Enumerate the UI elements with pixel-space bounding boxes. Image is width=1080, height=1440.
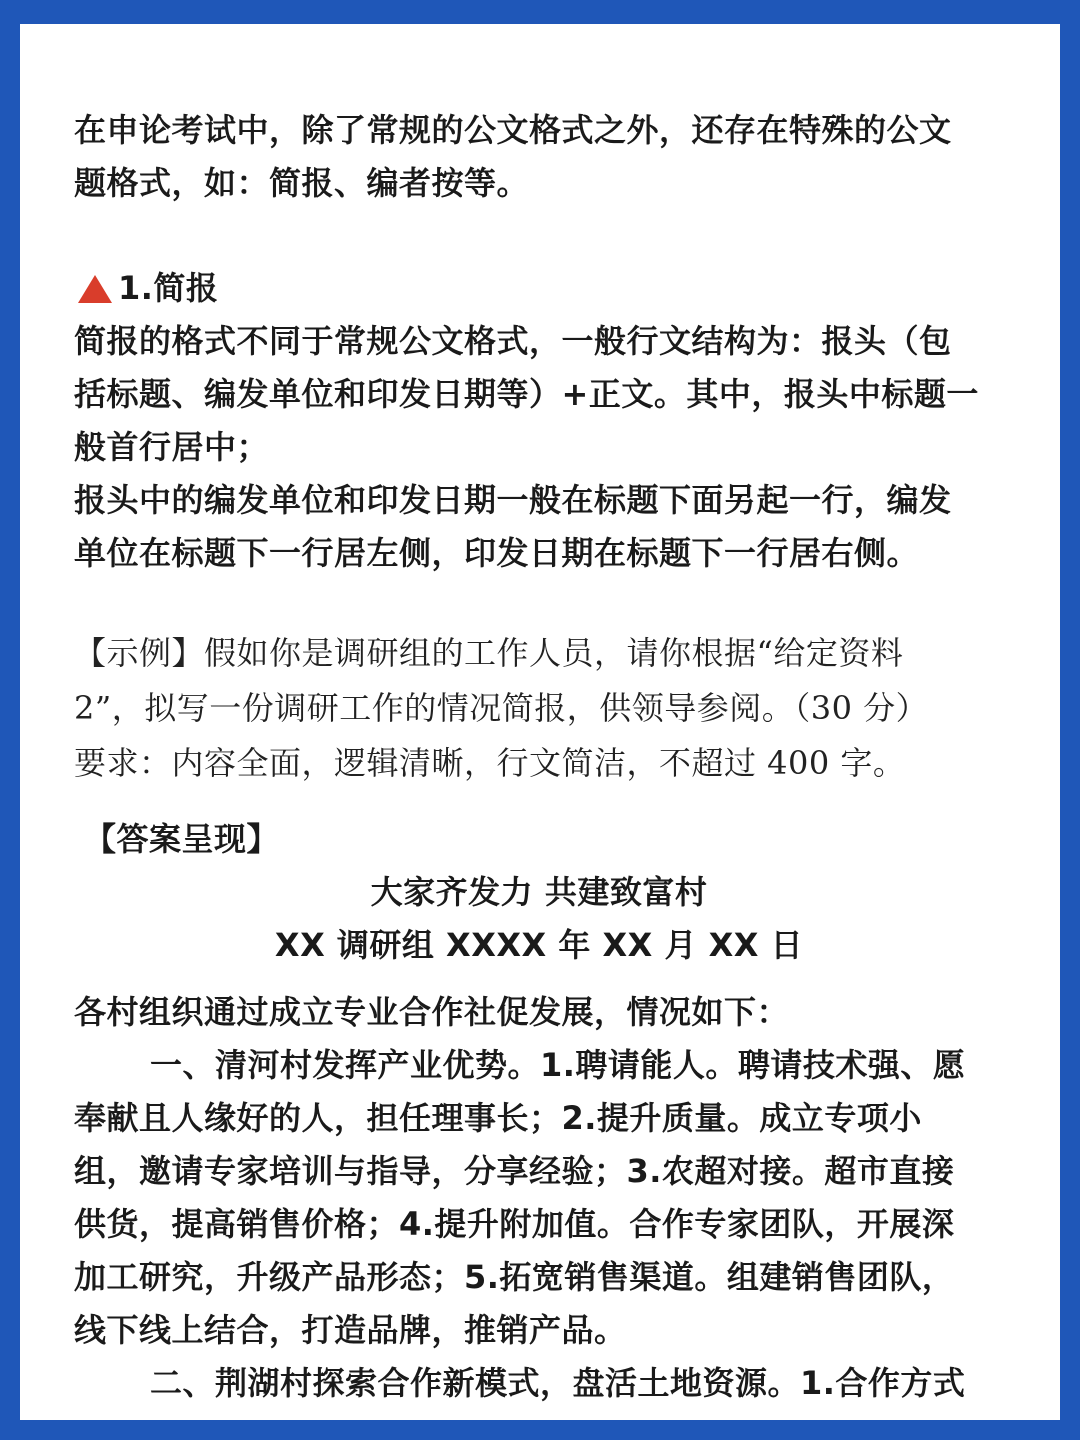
briefing-para1-line3: 般首行居中； (74, 428, 270, 466)
intro-line-2: 题格式，如：简报、编者按等。 (74, 164, 530, 202)
point1-line1: 一、清河村发挥产业优势。1.聘请能人。聘请技术强、愿 (150, 1046, 966, 1084)
warning-triangle-icon (78, 275, 112, 303)
document-content (74, 104, 1004, 1410)
example-line-2: 2”，拟写一份调研工作的情况简报，供领导参阅。（30 分） (74, 689, 929, 727)
point1-line5: 加工研究，升级产品形态；5.拓宽销售渠道。组建销售团队， (74, 1258, 955, 1296)
briefing-subtitle: XX 调研组 XXXX 年 XX 月 XX 日 (274, 926, 804, 964)
intro-line-1: 在申论考试中，除了常规的公文格式之外，还存在特殊的公文 (74, 111, 952, 149)
document-card (20, 24, 1060, 1420)
briefing-para1-line1: 简报的格式不同于常规公文格式，一般行文结构为：报头（包 (74, 322, 952, 360)
answer-lead: 各村组织通过成立专业合作社促发展，情况如下： (74, 993, 790, 1031)
point2-line1: 二、荆湖村探索合作新模式，盘活土地资源。1.合作方式 (150, 1364, 966, 1402)
point1-line2: 奉献且人缘好的人，担任理事长；2.提升质量。成立专项小 (74, 1099, 922, 1137)
example-line-1: 【示例】假如你是调研组的工作人员，请你根据“给定资料 (74, 634, 904, 672)
point1-line4: 供货，提高销售价格；4.提升附加值。合作专家团队，开展深 (74, 1205, 955, 1243)
point1-line6: 线下线上结合，打造品牌，推销产品。 (74, 1311, 627, 1349)
section-heading-briefing (74, 262, 1004, 315)
point1-line3: 组，邀请专家培训与指导，分享经验；3.农超对接。超市直接 (74, 1152, 955, 1190)
briefing-para2-line2: 单位在标题下一行居左侧，印发日期在标题下一行居右侧。 (74, 534, 920, 572)
section-heading-text: 1.简报 (118, 269, 219, 307)
answer-label: 【答案呈现】 (84, 820, 280, 858)
example-line-3: 要求：内容全面，逻辑清晰，行文简洁，不超过 400 字。 (74, 744, 906, 782)
briefing-title: 大家齐发力 共建致富村 (370, 873, 708, 911)
briefing-para2-line1: 报头中的编发单位和印发日期一般在标题下面另起一行，编发 (74, 481, 952, 519)
briefing-para1-line2: 括标题、编发单位和印发日期等）+正文。其中，报头中标题一 (74, 375, 979, 413)
